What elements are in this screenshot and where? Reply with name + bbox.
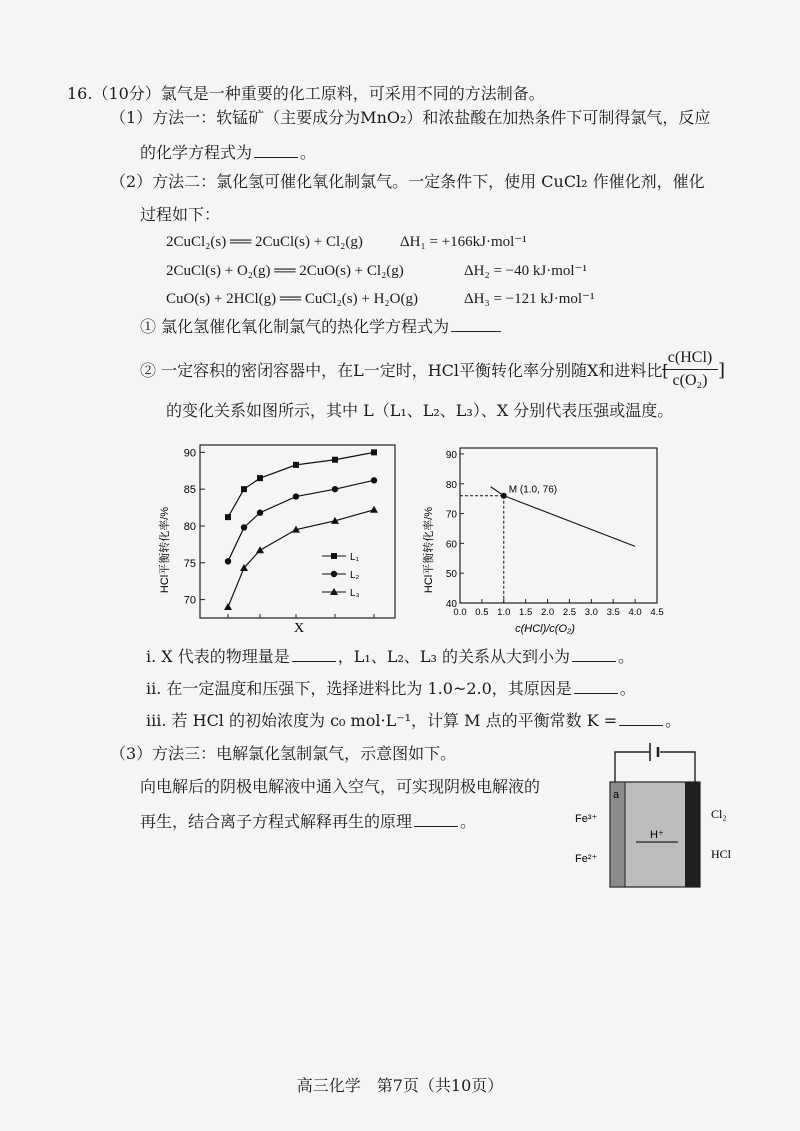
equation-2 <box>166 261 587 281</box>
series-point <box>257 475 263 481</box>
part2-line1: （2）方法二：氯化氢可催化氧化制氯气。一定条件下，使用 CuCl₂ 作催化剂，催化 <box>110 172 705 191</box>
point-m <box>501 493 507 499</box>
answer-blank-3[interactable] <box>292 646 336 662</box>
chart-right-xtick-label: 3.5 <box>606 607 620 618</box>
chart-left-ytick-label: 75 <box>183 557 196 570</box>
chart-left-ytick-label: 80 <box>183 520 196 533</box>
legend-label: L₁ <box>350 552 359 563</box>
question-ii-text: ii. 在一定温度和压强下，选择进料比为 1.0~2.0，其原因是 <box>146 679 572 698</box>
answer-blank-7[interactable] <box>414 811 458 827</box>
answer-blank-5[interactable] <box>574 678 618 694</box>
chart-right-xtick-label: 4.0 <box>628 607 642 618</box>
chart-right-ytick-label: 70 <box>445 509 457 521</box>
chart-right-xtick-label: 1.0 <box>497 607 511 618</box>
cl2-label: Cl₂ <box>711 807 727 821</box>
circuit-wire-left <box>615 752 650 782</box>
part3-line2: 向电解后的阴极电解液中通入空气，可实现阴极电解液的 <box>140 777 541 796</box>
electrode-a-label: a <box>613 789 620 801</box>
sub-question-2-line1: ② 一定容积的密闭容器中，在L一定时，HCl平衡转化率分别随X和进料比[ <box>140 361 669 380</box>
chart-right-ytick-label: 60 <box>445 539 457 551</box>
chart-right-ytick-label: 40 <box>445 599 457 610</box>
chart-left-ytick-label: 85 <box>183 484 196 497</box>
part3-line3-text: 再生，结合离子方程式解释再生的原理 <box>140 812 413 831</box>
electrode-right <box>685 782 700 887</box>
question-i <box>146 646 634 667</box>
chart-right <box>420 440 670 640</box>
chart-right-xtick-label: 4.5 <box>650 607 664 618</box>
equation-2-reaction: 2CuCl(s) + O₂(g) ══ 2CuO(s) + Cl₂(g) <box>166 263 404 279</box>
chart-right-frame <box>460 448 657 603</box>
chart-right-xtick-label: 0.0 <box>453 607 467 618</box>
question-i-text-b: ，L₁、L₂、L₃ 的关系从大到小为 <box>337 647 570 666</box>
question-ii <box>146 678 636 699</box>
series-point <box>225 514 231 520</box>
series-point <box>241 486 247 492</box>
sub-question-1-text: ① 氯化氢催化氧化制氯气的热化学方程式为 <box>140 317 450 336</box>
series-point <box>224 603 232 610</box>
answer-blank-4[interactable] <box>572 646 616 662</box>
chart-right-ytick-label: 80 <box>445 479 457 491</box>
chart-left <box>150 440 400 640</box>
legend-marker <box>331 571 337 577</box>
period-mark: 。 <box>665 711 682 730</box>
part3-line1: （3）方法三：电解氯化氢制氯气，示意图如下。 <box>110 744 457 763</box>
chart-right-xtick-label: 2.5 <box>562 607 577 618</box>
sub-question-2-line2: 的变化关系如图所示，其中 L（L₁、L₂、L₃）、X 分别代表压强或温度。 <box>166 401 674 420</box>
bracket-close: ] <box>718 360 726 381</box>
chart-right-xtick-label: 3.0 <box>584 607 598 618</box>
series-point <box>370 506 378 513</box>
fe3-label: Fe³⁺ <box>575 813 598 825</box>
series-point <box>293 462 299 468</box>
chart-right-ylabel: HCl平衡转化率/% <box>423 506 435 594</box>
chart-right-xlabel: c(HCl)/c(O₂) <box>515 623 575 635</box>
question-iii-text: iii. 若 HCl 的初始浓度为 c₀ mol·L⁻¹，计算 M 点的平衡常数 K = <box>146 711 618 730</box>
equation-3-reaction: CuO(s) + 2HCl(g) ══ CuCl₂(s) + H₂O(g) <box>166 291 418 307</box>
period-mark: 。 <box>300 143 317 162</box>
chart-left-xlabel: X <box>293 621 305 636</box>
equation-1-reaction: 2CuCl₂(s) ══ 2CuCl(s) + Cl₂(g) <box>166 234 363 250</box>
fe2-label: Fe²⁺ <box>575 853 598 865</box>
sub-question-1 <box>140 316 503 337</box>
chart-right-xtick-label: 2.0 <box>540 607 555 618</box>
series-point <box>241 524 247 530</box>
equation-1-dh: ΔH₁ = +166kJ·mol⁻¹ <box>400 234 527 250</box>
page-footer: 高三化学 第7页（共10页） <box>296 1076 504 1095</box>
point-m-label: M (1.0, 76) <box>508 484 558 496</box>
answer-blank-1[interactable] <box>254 142 298 158</box>
period-mark: 。 <box>460 812 477 831</box>
legend-marker <box>331 553 337 559</box>
part1-line1: （1）方法一：软锰矿（主要成分为MnO₂）和浓盐酸在加热条件下可制得氯气，反应 <box>110 108 711 127</box>
series-point <box>293 493 299 499</box>
legend-label: L₃ <box>350 588 360 599</box>
series-point <box>371 449 377 455</box>
circuit-wire-right <box>660 752 695 782</box>
h-ion-label: H⁺ <box>650 829 664 841</box>
chart-left-ylabel: HCl平衡转化率/% <box>159 506 171 594</box>
equation-1 <box>166 232 527 252</box>
chart-right-ytick-label: 50 <box>445 569 457 581</box>
part3-line3 <box>140 811 476 832</box>
chart-left-ytick-label: 70 <box>183 594 196 607</box>
fraction-numerator: c(HCl) <box>667 349 713 366</box>
answer-blank-6[interactable] <box>619 710 663 726</box>
part1-line2-text: 的化学方程式为 <box>140 143 253 162</box>
part2-line2: 过程如下： <box>140 205 221 224</box>
equation-3 <box>166 289 595 309</box>
series-point <box>332 457 338 463</box>
series-point <box>256 546 264 553</box>
series-point <box>371 477 377 483</box>
series-point <box>257 510 263 516</box>
series-point <box>332 486 338 492</box>
chart-left-ytick-label: 90 <box>183 447 196 460</box>
question-header: 16.（10分）氯气是一种重要的化工原料，可采用不同的方法制备。 <box>67 84 545 103</box>
part1-line2 <box>140 142 316 163</box>
answer-blank-2[interactable] <box>451 316 501 332</box>
series-L₂-line <box>228 480 374 561</box>
question-iii <box>146 710 681 731</box>
legend-label: L₂ <box>350 570 360 581</box>
chart-right-xtick-label: 1.5 <box>519 607 533 618</box>
period-mark: 。 <box>618 647 635 666</box>
hcl-label: HCl <box>711 847 732 861</box>
equation-3-dh: ΔH₃ = −121 kJ·mol⁻¹ <box>464 291 595 307</box>
electrolysis-diagram <box>570 740 750 900</box>
question-i-text-a: i. X 代表的物理量是 <box>146 647 290 666</box>
fraction-denominator: c(O₂) <box>672 372 708 389</box>
chart-right-xtick-label: 0.5 <box>475 607 489 618</box>
period-mark: 。 <box>619 679 636 698</box>
equation-2-dh: ΔH₂ = −40 kJ·mol⁻¹ <box>464 263 587 279</box>
series-point <box>225 558 231 564</box>
chart-right-ytick-label: 90 <box>445 449 457 461</box>
feed-ratio-fraction <box>662 349 718 390</box>
